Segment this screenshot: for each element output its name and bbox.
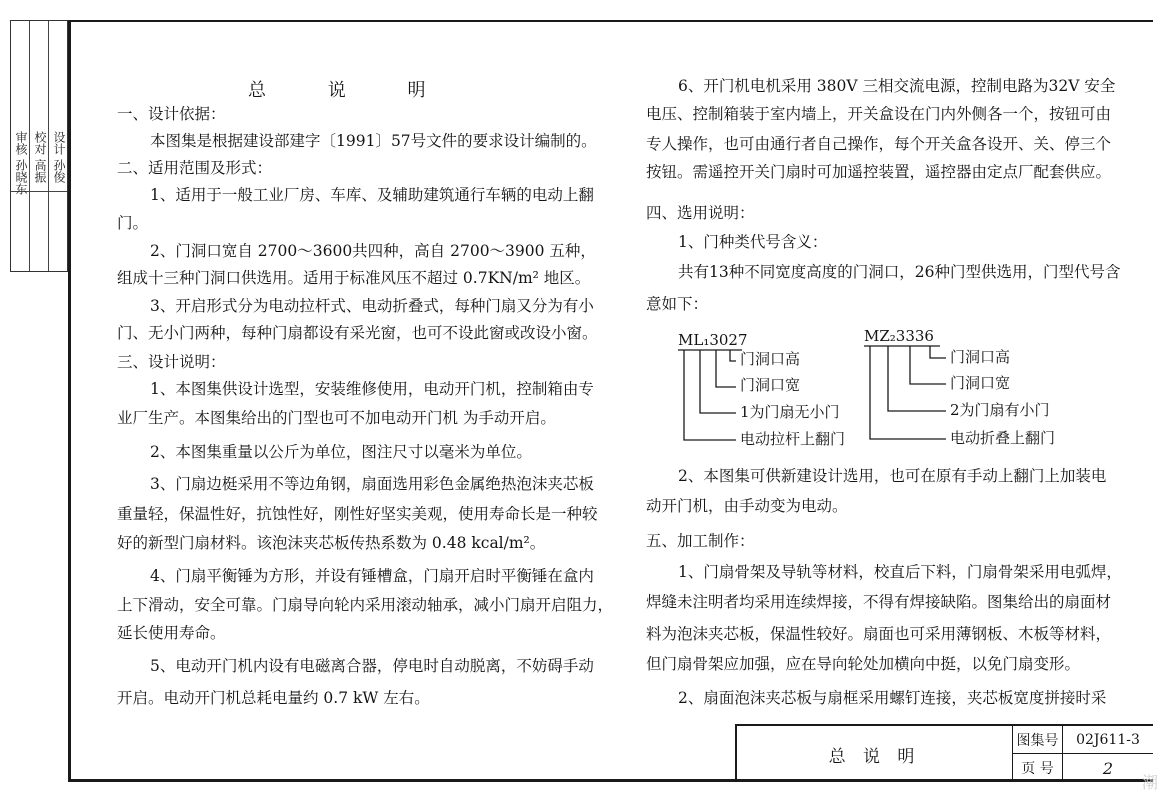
code-label-width: 门洞口宽	[740, 376, 801, 394]
text-line: 4、门扇平衡锤为方形，并设有锤槽盒，门扇开启时平衡锤在盒内	[150, 567, 594, 585]
text-line: 按钮。需遥控开关门扇时可加遥控装置，遥控器由定点厂配套供应。	[646, 163, 1112, 181]
code-label-height: 门洞口高	[950, 348, 1011, 366]
text-line: 门、无小门两种，每种门扇都设有采光窗，也可不设此窗或改设小窗。	[117, 324, 598, 342]
text-line: 但门扇骨架应加强，应在导向轮处加横向中挺，以免门扇变形。	[646, 655, 1081, 673]
page-number-value: 2	[1102, 758, 1114, 778]
stamp-designer: 设计 孙俊	[52, 131, 66, 183]
stamp-checker: 校对 高振	[33, 131, 47, 183]
watermark: 潮	[1141, 773, 1158, 792]
text-line: 电压、控制箱装于室内墙上，开关盒设在门内外侧各一个，按钮可由	[646, 105, 1112, 123]
text-line: 2、门洞口宽自 2700～3600共四种，高自 2700～3900 五种，	[150, 242, 596, 260]
text-line: 2、本图集重量以公斤为单位，图注尺寸以毫米为单位。	[150, 443, 532, 461]
title-block	[735, 724, 1153, 782]
text-line: 3、门扇边梃采用不等边角钢，扇面选用彩色金属绝热泡沫夹芯板	[150, 475, 594, 493]
text-line: 四、选用说明：	[646, 204, 755, 222]
text-line: 一、设计依据：	[117, 105, 226, 123]
text-line: 组成十三种门洞口供选用。适用于标准风压不超过 0.7KN/m² 地区。	[117, 269, 591, 287]
text-line: 业厂生产。本图集给出的门型也可不加电动开门机 为手动开启。	[117, 409, 556, 427]
text-line: 门。	[117, 214, 149, 232]
page-title: 总 说 明	[248, 80, 454, 101]
door-code: MZ₂3336	[864, 327, 934, 345]
text-line: 1、门种类代号含义：	[678, 233, 828, 251]
atlas-number-value: 02J611-3	[1063, 726, 1153, 754]
code-label-small-door: 1为门扇无小门	[740, 403, 840, 421]
text-line: 动开门机，由手动变为电动。	[646, 497, 848, 515]
stamp-reviewer: 审核 孙晓东	[14, 131, 28, 195]
text-line: 专人操作，也可由通行者自己操作，每个开关盒各设开、关、停三个	[646, 135, 1112, 153]
text-line: 5、电动开门机内设有电磁离合器，停电时自动脱离，不妨碍手动	[150, 657, 594, 675]
text-line: 共有13种不同宽度高度的门洞口，26种门型供选用，门型代号含	[678, 263, 1121, 281]
text-line: 二、适用范围及形式：	[117, 159, 273, 177]
text-line: 焊缝未注明者均采用连续焊接，不得有焊接缺陷。图集给出的扇面材	[646, 593, 1112, 611]
atlas-number-label: 图集号	[1013, 726, 1063, 754]
code-label-door-type: 电动拉杆上翻门	[740, 430, 846, 448]
title-block-title: 总 说 明	[737, 726, 1013, 782]
text-line: 五、加工制作：	[646, 532, 755, 550]
text-line: 1、适用于一般工业厂房、车库、及辅助建筑通行车辆的电动上翻	[150, 186, 594, 204]
door-code: ML₁3027	[678, 331, 748, 349]
text-line: 开启。电动开门机总耗电量约 0.7 kW 左右。	[117, 689, 430, 707]
text-line: 延长使用寿命。	[117, 624, 226, 642]
code-label-height: 门洞口高	[740, 350, 801, 368]
text-line: 2、本图集可供新建设计选用，也可在原有手动上翻门上加装电	[678, 467, 1107, 485]
text-line: 1、本图集供设计选型，安装维修使用，电动开门机，控制箱由专	[150, 380, 594, 398]
text-line: 上下滑动，安全可靠。门扇导向轮内采用滚动轴承，减小门扇开启阻力，	[117, 596, 614, 614]
text-line: 1、门扇骨架及导轨等材料，校直后下料，门扇骨架采用电弧焊，	[678, 563, 1122, 581]
code-label-width: 门洞口宽	[950, 374, 1011, 392]
text-line: 重量轻，保温性好，抗蚀性好，刚性好坚实美观，使用寿命长是一种较	[117, 505, 598, 523]
text-line: 意如下：	[646, 295, 709, 313]
text-line: 6、开门机电机采用 380V 三相交流电源，控制电路为32V 安全	[678, 77, 1116, 95]
text-line: 好的新型门扇材料。该泡沫夹芯板传热系数为 0.48 kcal/m²。	[117, 534, 546, 552]
text-line: 本图集是根据建设部建字〔1991〕57号文件的要求设计编制的。	[150, 132, 597, 150]
code-label-door-type: 电动折叠上翻门	[950, 429, 1056, 447]
text-line: 3、开启形式分为电动拉杆式、电动折叠式，每种门扇又分为有小	[150, 297, 594, 315]
page-number-label: 页 号	[1013, 754, 1063, 782]
text-line: 2、扇面泡沫夹芯板与扇框采用螺钉连接，夹芯板宽度拼接时采	[678, 689, 1107, 707]
text-line: 料为泡沫夹芯板，保温性较好。扇面也可采用薄钢板、木板等材料，	[646, 625, 1112, 643]
text-line: 三、设计说明：	[117, 353, 226, 371]
code-label-small-door: 2为门扇有小门	[950, 401, 1050, 419]
